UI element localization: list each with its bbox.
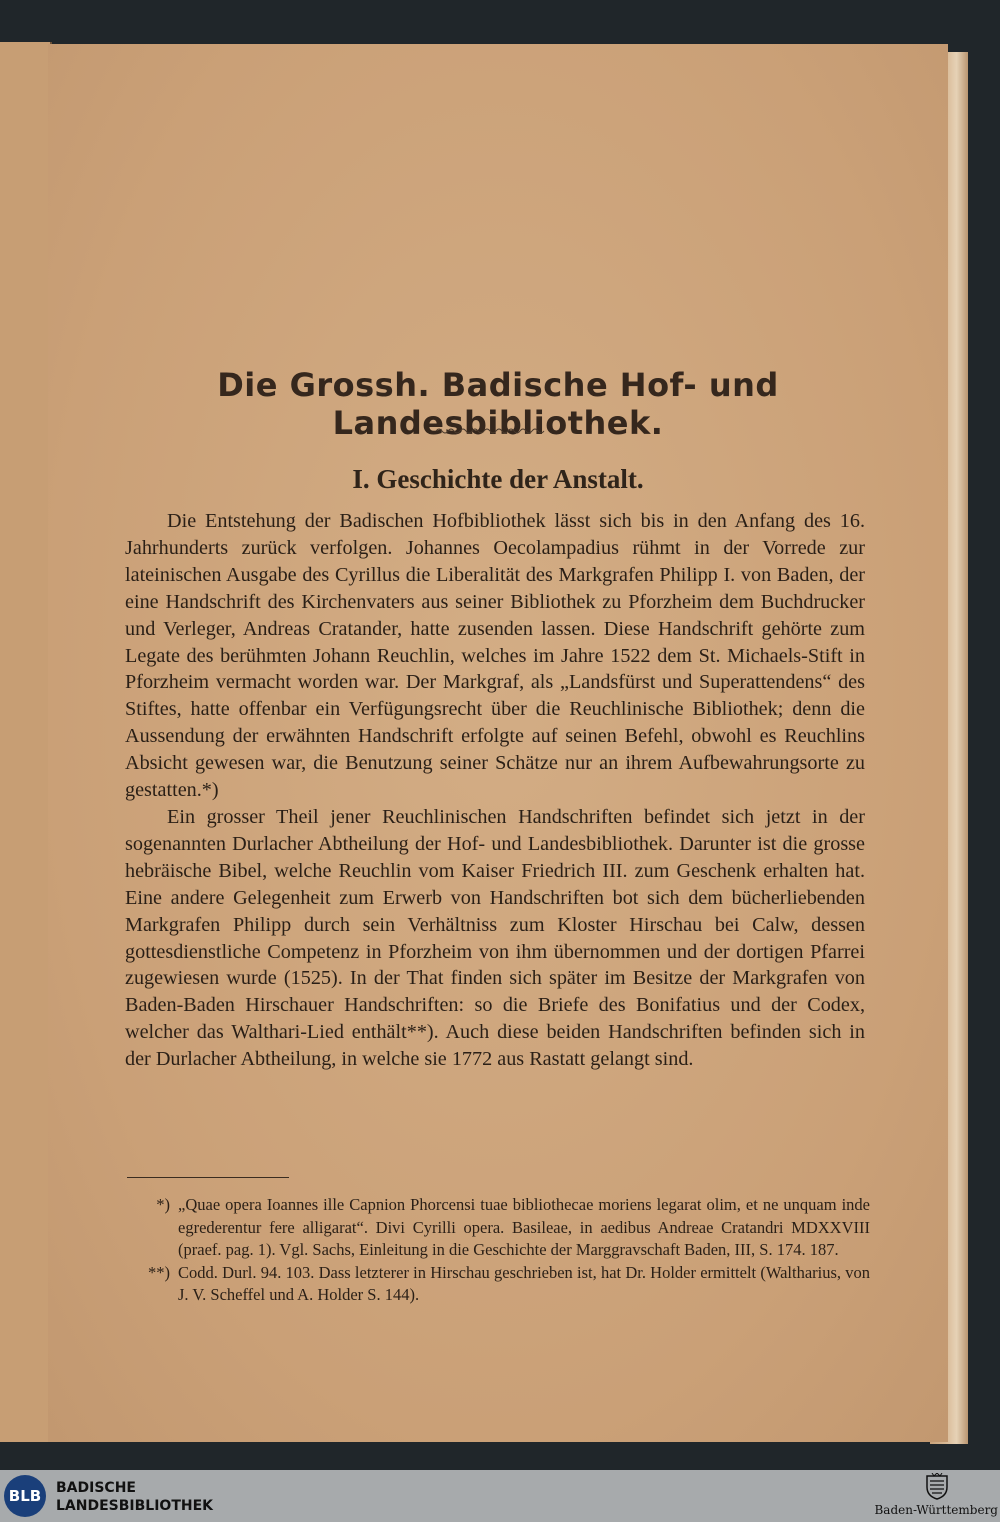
page-title: Die Grossh. Badische Hof- und Landesbibliothek. — [217, 366, 779, 442]
paragraph: Die Entstehung der Badischen Hofbibliothek lässt sich bis in den Anfang des 16. Jahrhunderts zurück verfolgen. Johannes Oecolampadius rühmt in der Vorrede zur lateinischen Ausgabe des Cyrillus die Liberalität des Markgrafen Philipp I. von Baden, der eine Handschrift des Kirchenvaters aus seiner Bibliothek zu Pforzheim dem Buchdrucker und Verleger, Andreas Cratander, hatte zusenden lassen. Diese Handschrift gehörte zum Legate des berühmten Johann Reuchlin, welches im Jahre 1522 dem St. Michaels-Stift in Pforzheim vermacht worden war. Der Markgraf, als „Landsfürst und Superattendens“ des Stiftes, hatte offenbar ein Verfügungsrecht über die Reuchlinische Bibliothek; denn die Aussendung der erwähnten Handschrift erfolgte auf seinen Befehl, obwohl es Reuchlins Absicht gewesen war, die Benutzung seiner Schätze nur an ihrem Aufbewahrungsorte zu gestatten.*) — [125, 510, 865, 802]
ornamental-rule — [436, 426, 546, 436]
footnotes — [140, 1194, 870, 1307]
book-page — [48, 44, 948, 1442]
blb-logo[interactable]: BLB — [4, 1475, 46, 1517]
left-page-edge — [0, 42, 52, 1442]
footnote — [140, 1262, 870, 1307]
footnote-text: „Quae opera Ioannes ille Capnion Phorcensi tuae bibliothecae moriens legarat olim, et ne unquam inde egrederentur fere alligarat“. Divi Cyrilli opera. Basileae, in aedibus Andreae Cratandri MDXXVIII (praef. pag. 1). Vgl. Sachs, Einleitung in die Geschichte der Marggravschaft Baden, III, S. 174. 187. — [178, 1195, 870, 1259]
footnote-separator — [127, 1177, 289, 1178]
footer-bar — [0, 1470, 1000, 1522]
footnote-mark: *) — [156, 1195, 170, 1214]
footnote-text: Codd. Durl. 94. 103. Dass letzterer in Hirschau geschrieben ist, hat Dr. Holder ermittelt (Waltharius, von J. V. Scheffel und A. Holder S. 144). — [178, 1262, 870, 1304]
body-text — [125, 508, 865, 1073]
paragraph: Ein grosser Theil jener Reuchlinischen Handschriften befindet sich jetzt in der sogenannten Durlacher Abtheilung der Hof- und Landesbibliothek. Darunter ist die grosse hebräische Bibel, welche Reuchlin vom Kaiser Friedrich III. zum Geschenk erhalten hat. Eine andere Gelegenheit zum Erwerb von Handschriften bot sich dem bücherliebenden Markgrafen Philipp durch sein Verhältniss zum Kloster Hirschau bei Calw, dessen gottesdienstliche Competenz in Pforzheim von ihm übernommen und der dortigen Pfarrei zugewiesen wurde (1525). In der That finden sich später im Besitze der Markgrafen von Baden-Baden Hirschauer Handschriften: so die Briefe des Bonifatius und der Codex, welcher das Walthari-Lied enthält**). Auch diese beiden Handschriften befinden sich in der Durlacher Abtheilung, in welche sie 1772 aus Rastatt gelangt sind. — [125, 805, 865, 1071]
state-label: Baden-Württemberg — [874, 1503, 998, 1517]
footnote-mark: **) — [148, 1262, 170, 1282]
footnote — [140, 1194, 870, 1262]
library-name-line1: BADISCHE — [56, 1480, 136, 1496]
library-name[interactable] — [56, 1479, 213, 1515]
baden-wuerttemberg-emblem-icon — [924, 1473, 950, 1501]
library-name-line2: LANDESBIBLIOTHEK — [56, 1498, 214, 1514]
section-title: I. Geschichte der Anstalt. — [352, 464, 644, 494]
